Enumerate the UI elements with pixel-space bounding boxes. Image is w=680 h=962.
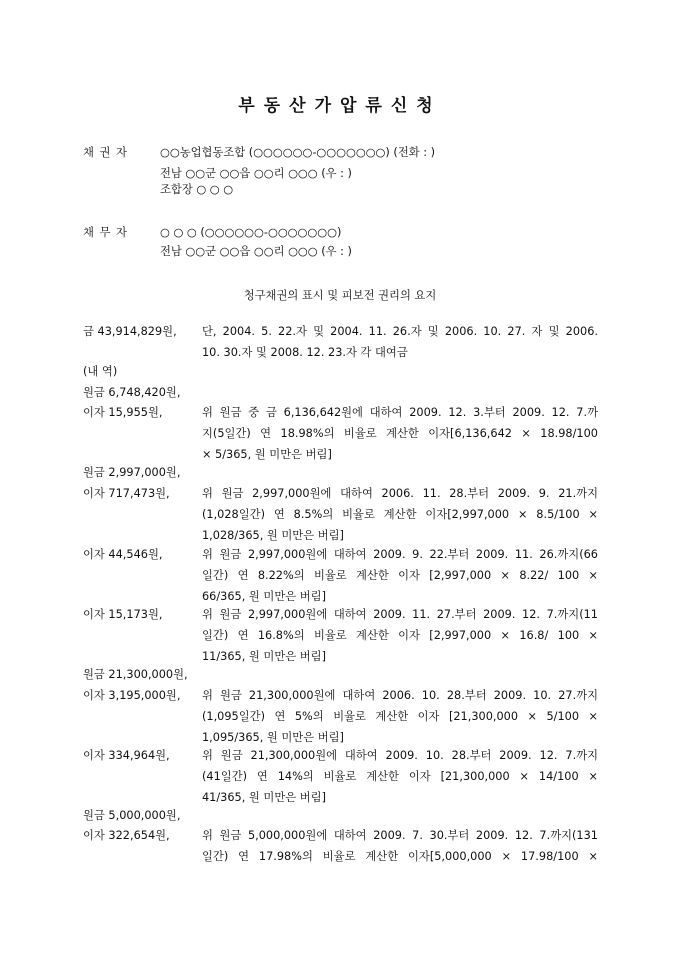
total-description-line: 단, 2004. 5. 22.자 및 2004. 11. 26.자 및 2006. 10. 27. 자 및 2006. [202,325,598,338]
breakdown-label: (내 역) [83,365,118,378]
interest-description [202,544,598,607]
interest-description [202,483,598,546]
description-line: 위 원금 21,300,000원에 대하여 2006. 10. 28.부터 2009. 10. 27.까지 [202,689,598,702]
debtor-label: 채 무 자 [83,226,128,239]
total-description [202,321,598,363]
interest-description [202,745,598,808]
interest-row: 이자 717,473원, [83,487,170,500]
description-line: (1,028일간) 연 8.5%의 비율로 계산한 이자[2,997,000 × 8.5/100 × [202,508,598,521]
interest-description [202,402,598,465]
description-line: 위 원금 2,997,000원에 대하여 2006. 11. 28.부터 2009. 9. 21.까지 [202,487,598,500]
description-line: (1,095일간) 연 5%의 비율로 계산한 이자 [21,300,000 × 5/100 × [202,710,598,723]
description-line: 11/365, 원 미만은 버림] [202,650,326,663]
interest-row: 이자 322,654원, [83,829,170,842]
interest-row: 이자 15,173원, [83,608,163,621]
principal-row: 원금 21,300,000원, [83,668,188,681]
principal-row: 원금 2,997,000원, [83,466,181,479]
description-line: 일간) 연 16.8%의 비율로 계산한 이자 [2,997,000 × 16.8/ 100 × [202,629,598,642]
description-line: 일간) 연 17.98%의 비율로 계산한 이자[5,000,000 × 17.98/100 × [202,850,598,863]
interest-row: 이자 3,195,000원, [83,689,181,702]
debtor-address-line: 전남 ○○군 ○○읍 ○○리 ○○○ (우 : ) [160,245,352,258]
description-line: 지(5일간) 연 18.98%의 비율로 계산한 이자[6,136,642 × 18.98/100 [202,427,598,440]
debtor-name-line: ○ ○ ○ (○○○○○○-○○○○○○○) [160,226,342,239]
interest-row: 이자 334,964원, [83,749,170,762]
description-line: 위 원금 2,997,000원에 대하여 2009. 11. 27.부터 2009. 12. 7.까지(11 [202,608,598,621]
interest-description [202,604,598,667]
description-line: 일간) 연 8.22%의 비율로 계산한 이자 [2,997,000 × 8.22/ 100 × [202,569,598,582]
document-title: 부동산가압류신청 [238,96,442,116]
section-title: 청구채권의 표시 및 피보전 권리의 요지 [243,289,437,302]
interest-description [202,825,598,867]
interest-description [202,685,598,748]
description-line: 위 원금 중 금 6,136,642원에 대하여 2009. 12. 3.부터 2009. 12. 7.까 [202,406,598,419]
description-line: (41일간) 연 14%의 비율로 계산한 이자 [21,300,000 × 14/100 × [202,770,598,783]
creditor-representative-line: 조합장 ○ ○ ○ [160,183,234,196]
creditor-name-line: ○○농업협동조합 (○○○○○○-○○○○○○○) (전화 : ) [160,146,436,159]
description-line: 1,095/365, 원 미만은 버림] [202,731,344,744]
principal-row: 원금 5,000,000원, [83,809,181,822]
creditor-label: 채 권 자 [83,146,128,159]
description-line: 66/365, 원 미만은 버림] [202,590,326,603]
description-line: 위 원금 2,997,000원에 대하여 2009. 9. 22.부터 2009. 11. 26.까지(66 [202,548,598,561]
interest-row: 이자 44,546원, [83,548,163,561]
description-line: 위 원금 5,000,000원에 대하여 2009. 7. 30.부터 2009. 12. 7.까지(131 [202,829,598,842]
description-line: × 5/365, 원 미만은 버림] [202,448,332,461]
total-amount: 금 43,914,829원, [83,325,177,338]
principal-row: 원금 6,748,420원, [83,386,181,399]
description-line: 41/365, 원 미만은 버림] [202,791,326,804]
total-description-line: 10. 30.자 및 2008. 12. 23.자 각 대여금 [202,346,408,359]
description-line: 1,028/365, 원 미만은 버림] [202,529,344,542]
interest-row: 이자 15,955원, [83,406,163,419]
creditor-address-line: 전남 ○○군 ○○읍 ○○리 ○○○ (우 : ) [160,167,352,180]
description-line: 위 원금 21,300,000원에 대하여 2009. 10. 28.부터 2009. 12. 7.까지 [202,749,598,762]
